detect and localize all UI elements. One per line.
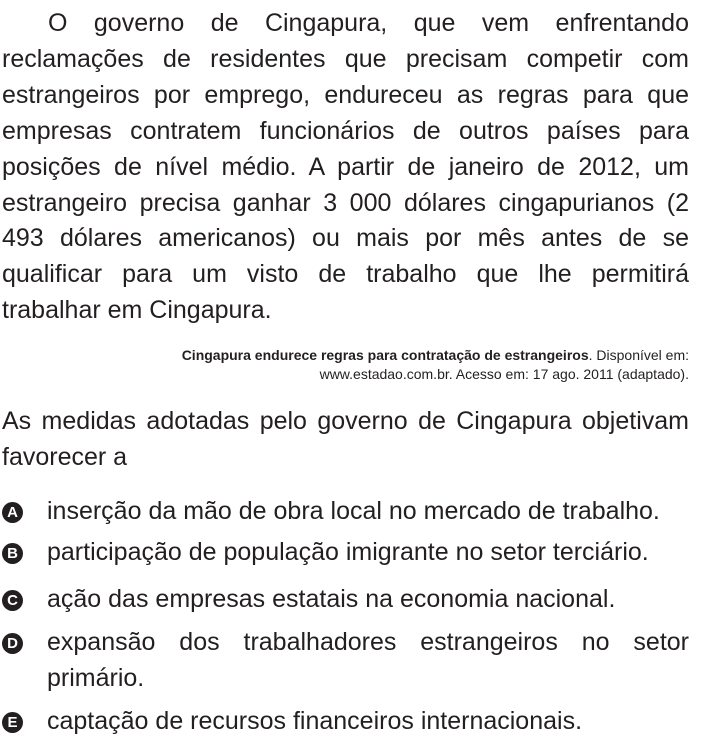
option-e-badge: E	[2, 712, 23, 733]
source-citation	[30, 346, 689, 384]
option-b-badge: B	[2, 543, 23, 564]
option-a[interactable]	[2, 494, 689, 530]
option-e[interactable]	[2, 704, 689, 740]
option-c-text: ação das empresas estatais na economia nacional.	[47, 585, 616, 613]
question-stem: As medidas adotadas pelo governo de Cingapura objetivam favorecer a	[2, 407, 689, 471]
option-d-badge: D	[2, 633, 23, 654]
option-c[interactable]	[2, 582, 689, 618]
option-c-badge: C	[2, 590, 23, 611]
option-d-text: expansão dos trabalhadores estrangeiros no setor primário.	[47, 628, 689, 692]
option-d[interactable]	[2, 625, 689, 697]
option-b-text: participação de população imigrante no setor terciário.	[47, 538, 649, 566]
passage-text: O governo de Cingapura, que vem enfrentando reclamações de residentes que precisam competir com estrangeiros por emprego, endureceu as regras para que empresas contratem funcionários de outros países para posições de nível médio. A partir de janeiro de 2012, um estrangeiro precisa ganhar 3 000 dólares cingapurianos (2 493 dólares americanos) ou mais por mês antes de se qualificar para um visto de trabalho que lhe permitirá trabalhar em Cingapura.	[2, 9, 689, 325]
source-access: www.estadao.com.br. Acesso em: 17 ago. 2011 (adaptado).	[319, 366, 689, 382]
source-title: Cingapura endurece regras para contratação de estrangeiros	[181, 347, 589, 363]
option-a-badge: A	[2, 502, 23, 523]
option-e-text: captação de recursos financeiros internacionais.	[47, 707, 583, 735]
option-b[interactable]	[2, 535, 689, 571]
option-a-text: inserção da mão de obra local no mercado de trabalho.	[47, 497, 660, 525]
source-availability: . Disponível em:	[588, 347, 689, 363]
